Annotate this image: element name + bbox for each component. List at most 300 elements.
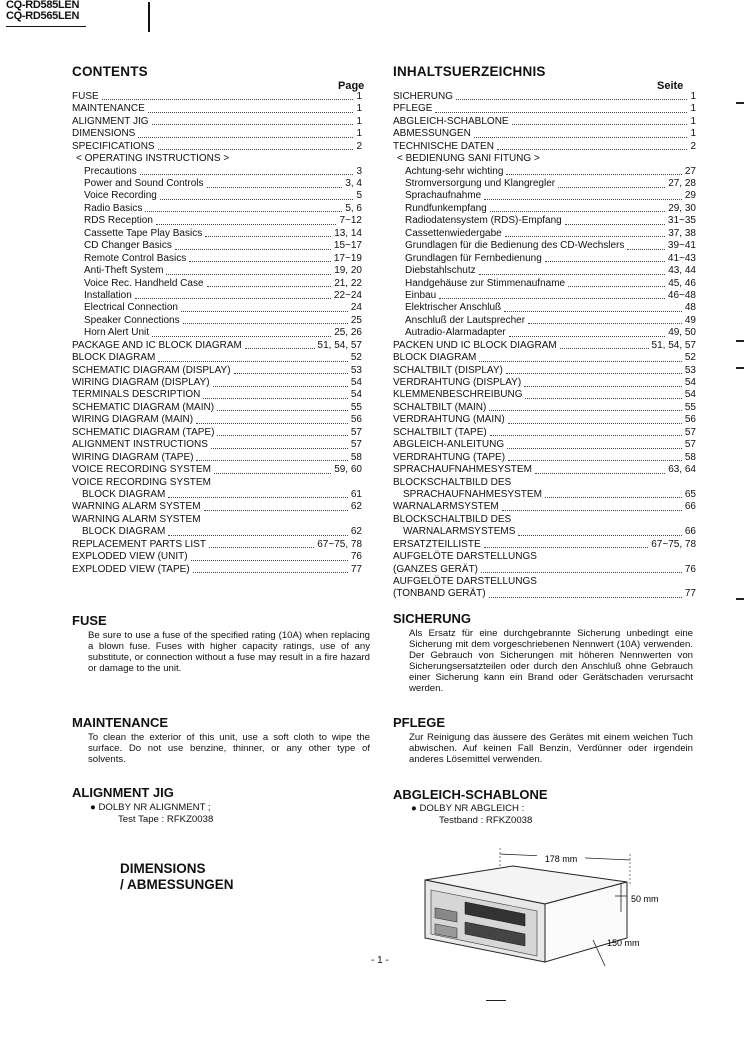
alignment-jig-heading: ALIGNMENT JIG: [72, 785, 174, 800]
toc-leader-dots: [479, 274, 666, 275]
toc-entry: [72, 340, 362, 352]
toc-entry-page: 25: [350, 314, 362, 326]
toc-leader-dots: [439, 298, 665, 299]
toc-entry-title: Electrical Connection: [84, 302, 178, 314]
toc-entry-title: Elektrischer Anschluß: [405, 302, 502, 314]
toc-leader-dots: [497, 149, 688, 150]
toc-entry: [393, 377, 696, 389]
toc-entry-title: REPLACEMENT PARTS LIST: [72, 538, 206, 550]
toc-leader-dots: [152, 336, 331, 337]
toc-entry-page: 13, 14: [334, 227, 362, 239]
toc-entry: [72, 265, 362, 277]
model-line-1: CQ-RD585LEN: [6, 0, 80, 11]
toc-entry: [393, 464, 696, 476]
toc-entry: [393, 215, 696, 227]
toc-leader-dots: [160, 199, 354, 200]
toc-entry: [72, 464, 362, 476]
toc-entry-title: Grundlagen für die Bedienung des CD-Wechslers: [405, 240, 625, 252]
toc-entry: [72, 290, 362, 302]
toc-leader-dots: [217, 410, 348, 411]
toc-entry-title: AUFGELÖTE DARSTELLUNGS: [393, 551, 537, 563]
testband-label: Testband : RFKZ0038: [439, 815, 533, 826]
toc-entry: [393, 278, 696, 290]
toc-entry-title: WARNALARMSYSTEM: [393, 501, 499, 513]
toc-entry-title: Diebstahlschutz: [405, 265, 476, 277]
toc-leader-dots: [102, 99, 354, 100]
toc-entry: [72, 315, 362, 327]
toc-entry: [72, 539, 362, 551]
toc-entry-title: Rundfunkempfang: [405, 202, 487, 214]
toc-entry-page: 76: [350, 551, 362, 563]
toc-entry-title: Grundlagen für Fernbedienung: [405, 252, 542, 264]
toc-entry-page: 55: [684, 401, 696, 413]
toc-entry: [393, 240, 696, 252]
toc-entry-title: SCHEMATIC DIAGRAM (TAPE): [72, 426, 215, 438]
toc-entry: [393, 439, 696, 451]
toc-entry-page: 77: [350, 563, 362, 575]
toc-entry: [393, 477, 696, 489]
toc-leader-dots: [558, 187, 665, 188]
toc-entry-title: Stromversorgung und Klangregler: [405, 178, 556, 190]
toc-leader-dots: [504, 311, 682, 312]
toc-leader-dots: [245, 348, 315, 349]
dimensions-line-2: / ABMESSUNGEN: [120, 877, 234, 892]
toc-entry: [72, 178, 362, 190]
toc-entry: [72, 365, 362, 377]
toc-entry-page: 15~17: [333, 240, 362, 252]
toc-leader-dots: [148, 112, 354, 113]
toc-leader-dots: [183, 323, 348, 324]
contents-list: [72, 91, 362, 576]
toc-entry-page: 43, 44: [668, 265, 696, 277]
toc-entry-title: BLOCKSCHALTBILD DES: [393, 513, 512, 525]
toc-entry: [393, 166, 696, 178]
toc-entry: [393, 153, 696, 165]
toc-entry-title: KLEMMENBESCHREIBUNG: [393, 389, 523, 401]
toc-entry-title: AUFGELÖTE DARSTELLUNGS: [393, 576, 537, 588]
toc-entry-page: 29: [684, 190, 696, 202]
toc-leader-dots: [234, 373, 348, 374]
toc-leader-dots: [203, 398, 348, 399]
toc-entry-page: 3, 4: [345, 178, 362, 190]
toc-entry-page: 54: [350, 389, 362, 401]
toc-entry: [72, 526, 362, 538]
toc-entry-title: WIRING DIAGRAM (MAIN): [72, 414, 194, 426]
toc-entry: [72, 427, 362, 439]
toc-entry-page: 46~48: [667, 289, 696, 301]
toc-entry-page: 25, 26: [334, 327, 362, 339]
toc-leader-dots: [525, 398, 681, 399]
toc-leader-dots: [484, 547, 649, 548]
dimensions-heading: [120, 861, 234, 893]
toc-entry-page: 58: [350, 451, 362, 463]
toc-entry: [72, 564, 362, 576]
toc-entry: [393, 327, 696, 339]
toc-entry: [72, 414, 362, 426]
toc-entry-title: Power and Sound Controls: [84, 178, 204, 190]
toc-entry-page: 29, 30: [668, 202, 696, 214]
toc-entry-title: PACKAGE AND IC BLOCK DIAGRAM: [72, 339, 242, 351]
toc-leader-dots: [474, 137, 688, 138]
toc-entry: [72, 141, 362, 153]
toc-leader-dots: [518, 535, 681, 536]
radio-unit-figure: [405, 840, 675, 980]
sicherung-heading: SICHERUNG: [393, 611, 472, 626]
toc-entry: [72, 240, 362, 252]
contents-title: CONTENTS: [72, 64, 148, 79]
toc-entry-title: MAINTENANCE: [72, 103, 145, 115]
toc-entry-page: 1: [356, 115, 362, 127]
toc-entry-title: EXPLODED VIEW (TAPE): [72, 563, 190, 575]
toc-entry: [393, 228, 696, 240]
inhalt-list: [393, 91, 696, 601]
test-tape-label: Test Tape : RFKZ0038: [118, 814, 214, 825]
toc-entry-title: Cassette Tape Play Basics: [84, 227, 203, 239]
toc-entry-title: DIMENSIONS: [72, 128, 136, 140]
toc-entry-title: SICHERUNG: [393, 90, 454, 102]
toc-entry-title: Anschluß der Lautsprecher: [405, 314, 526, 326]
toc-leader-dots: [196, 423, 348, 424]
toc-entry-page: 54: [684, 389, 696, 401]
toc-leader-dots: [211, 448, 348, 449]
depth-label: 150 mm: [607, 938, 640, 948]
toc-entry: [72, 377, 362, 389]
toc-leader-dots: [435, 112, 687, 113]
toc-entry-page: 67~75, 78: [651, 538, 696, 550]
toc-entry-title: PFLEGE: [393, 103, 433, 115]
toc-entry-title: Cassettenwiedergabe: [405, 227, 502, 239]
toc-entry-title: BLOCK DIAGRAM: [82, 526, 166, 538]
toc-entry: [393, 365, 696, 377]
edge-mark: [736, 340, 744, 342]
toc-leader-dots: [502, 510, 682, 511]
toc-entry-page: 65: [684, 488, 696, 500]
toc-entry-page: 31~35: [667, 215, 696, 227]
toc-entry: [72, 153, 362, 165]
toc-entry-page: 1: [690, 90, 696, 102]
toc-entry-page: 51, 54, 57: [317, 339, 362, 351]
toc-entry: [393, 589, 696, 601]
toc-entry-page: 37, 38: [668, 227, 696, 239]
dolby-alignment-bullet: ● DOLBY NR ALIGNMENT ;: [90, 802, 211, 813]
toc-leader-dots: [138, 137, 353, 138]
toc-entry-page: 22~24: [333, 289, 362, 301]
toc-entry-title: VOICE RECORDING SYSTEM: [72, 476, 211, 488]
toc-entry-title: Radiodatensystem (RDS)-Empfang: [405, 215, 562, 227]
dimensions-line-1: DIMENSIONS: [120, 861, 206, 876]
toc-entry-page: 17~19: [333, 252, 362, 264]
toc-entry-page: 1: [356, 103, 362, 115]
toc-entry: [393, 141, 696, 153]
fuse-heading: FUSE: [72, 613, 107, 628]
edge-mark: [736, 367, 744, 369]
toc-entry: [393, 489, 696, 501]
pflege-text: Zur Reinigung das äussere des Gerätes mit einem weichen Tuch abwischen. Auf keinen Fall Benzin, Verdünner oder irgendein anderes Lösemittel verwenden.: [409, 732, 693, 765]
toc-entry-title: VERDRAHTUNG (MAIN): [393, 414, 505, 426]
toc-leader-dots: [524, 386, 682, 387]
toc-entry-title: VOICE RECORDING SYSTEM: [72, 464, 211, 476]
toc-entry-title: Handgehäuse zur Stimmenaufname: [405, 277, 566, 289]
toc-entry-page: 3: [356, 165, 362, 177]
inhalt-title: INHALTSUERZEICHNIS: [393, 64, 546, 79]
toc-entry-title: Achtung-sehr wichting: [405, 165, 504, 177]
toc-entry-page: 1: [690, 128, 696, 140]
toc-entry: [72, 215, 362, 227]
toc-entry: [393, 452, 696, 464]
toc-entry: [393, 253, 696, 265]
toc-entry: [393, 427, 696, 439]
toc-entry-title: WIRING DIAGRAM (DISPLAY): [72, 377, 210, 389]
toc-leader-dots: [489, 597, 682, 598]
toc-leader-dots: [481, 572, 682, 573]
toc-entry-title: Remote Control Basics: [84, 252, 187, 264]
toc-entry-page: 61: [350, 488, 362, 500]
toc-entry-page: 63, 64: [668, 464, 696, 476]
toc-entry: [393, 526, 696, 538]
toc-entry-title: < OPERATING INSTRUCTIONS >: [76, 153, 230, 165]
toc-entry-page: 5, 6: [345, 202, 362, 214]
toc-entry-title: BLOCK DIAGRAM: [393, 352, 477, 364]
toc-entry-page: 21, 22: [334, 277, 362, 289]
toc-entry: [72, 452, 362, 464]
toc-entry-page: 7~12: [339, 215, 362, 227]
toc-leader-dots: [489, 410, 682, 411]
toc-leader-dots: [217, 435, 347, 436]
toc-entry-page: 52: [350, 352, 362, 364]
toc-leader-dots: [204, 510, 348, 511]
toc-entry-page: 77: [684, 588, 696, 600]
toc-entry-page: 62: [350, 501, 362, 513]
toc-leader-dots: [181, 311, 348, 312]
toc-entry-page: 49, 50: [668, 327, 696, 339]
maintenance-heading: MAINTENANCE: [72, 715, 169, 730]
page-number: - 1 -: [371, 955, 389, 966]
page-label: Page: [338, 80, 365, 92]
toc-entry-title: Anti-Theft System: [84, 265, 164, 277]
toc-entry-title: (GANZES GERÄT): [393, 563, 479, 575]
toc-leader-dots: [560, 348, 649, 349]
toc-entry: [72, 390, 362, 402]
bottom-mark: [486, 1000, 506, 1001]
toc-entry-title: SPRACHAUFNAHMESYSTEM: [403, 488, 542, 500]
toc-entry: [393, 128, 696, 140]
toc-entry-page: 52: [684, 352, 696, 364]
toc-leader-dots: [565, 224, 665, 225]
toc-leader-dots: [205, 236, 331, 237]
toc-entry: [72, 191, 362, 203]
toc-entry-title: WIRING DIAGRAM (TAPE): [72, 451, 194, 463]
toc-entry-title: Autradio-Alarmadapter: [405, 327, 506, 339]
toc-entry: [393, 178, 696, 190]
toc-entry: [72, 439, 362, 451]
toc-entry-title: SCHALTBILT (TAPE): [393, 426, 487, 438]
toc-entry-title: ALIGNMENT JIG: [72, 115, 149, 127]
toc-entry: [72, 253, 362, 265]
toc-leader-dots: [140, 174, 354, 175]
toc-entry-title: Speaker Connections: [84, 314, 180, 326]
toc-leader-dots: [145, 211, 342, 212]
toc-leader-dots: [168, 497, 348, 498]
toc-leader-dots: [135, 298, 331, 299]
toc-entry: [72, 103, 362, 115]
toc-entry: [393, 340, 696, 352]
header-underline: [6, 26, 86, 27]
toc-entry-title: RDS Reception: [84, 215, 153, 227]
model-header: [6, 0, 79, 22]
toc-entry-page: 53: [684, 364, 696, 376]
toc-leader-dots: [152, 124, 354, 125]
toc-entry-page: 59, 60: [334, 464, 362, 476]
toc-entry: [72, 477, 362, 489]
toc-entry-title: ALIGNMENT INSTRUCTIONS: [72, 439, 208, 451]
model-line-2: CQ-RD565LEN: [6, 10, 80, 22]
toc-entry-page: 39~41: [667, 240, 696, 252]
toc-leader-dots: [456, 99, 687, 100]
toc-leader-dots: [535, 473, 665, 474]
toc-leader-dots: [545, 261, 665, 262]
toc-entry: [393, 91, 696, 103]
fuse-text: Be sure to use a fuse of the specified rating (10A) when replacing a blown fuse. Fuses with higher capacity ratings, use of any substitute, or connection without a fuse may result in a fire hazard or damage to the unit.: [88, 630, 370, 674]
toc-entry-title: EXPLODED VIEW (UNIT): [72, 551, 188, 563]
width-label: 178 mm: [544, 854, 578, 864]
toc-entry-title: Voice Rec. Handheld Case: [84, 277, 204, 289]
toc-leader-dots: [505, 236, 665, 237]
toc-entry-title: CD Changer Basics: [84, 240, 172, 252]
toc-entry: [72, 327, 362, 339]
toc-entry-page: 2: [690, 140, 696, 152]
toc-entry: [393, 352, 696, 364]
toc-entry-title: FUSE: [72, 90, 99, 102]
toc-leader-dots: [479, 361, 682, 362]
toc-entry-page: 51, 54, 57: [651, 339, 696, 351]
toc-leader-dots: [214, 473, 331, 474]
toc-entry-title: ABGLEICH-SCHABLONE: [393, 115, 509, 127]
toc-entry-page: 1: [690, 103, 696, 115]
toc-entry-title: SCHEMATIC DIAGRAM (DISPLAY): [72, 364, 231, 376]
toc-leader-dots: [207, 187, 343, 188]
toc-entry-page: 2: [356, 140, 362, 152]
toc-leader-dots: [508, 460, 682, 461]
toc-leader-dots: [166, 274, 331, 275]
toc-entry-page: 19, 20: [334, 265, 362, 277]
toc-leader-dots: [191, 560, 348, 561]
toc-entry-title: VERDRAHTUNG (TAPE): [393, 451, 506, 463]
toc-entry-title: Precautions: [84, 165, 137, 177]
toc-entry: [393, 390, 696, 402]
toc-leader-dots: [158, 149, 354, 150]
toc-entry-page: 57: [350, 439, 362, 451]
toc-entry-title: Horn Alert Unit: [84, 327, 150, 339]
toc-entry-page: 1: [356, 128, 362, 140]
toc-leader-dots: [490, 435, 682, 436]
toc-entry: [393, 116, 696, 128]
toc-entry-title: Radio Basics: [84, 202, 143, 214]
toc-entry-page: 67~75, 78: [317, 538, 362, 550]
toc-entry: [393, 501, 696, 513]
toc-entry: [72, 402, 362, 414]
toc-entry-page: 5: [356, 190, 362, 202]
toc-entry: [72, 278, 362, 290]
toc-leader-dots: [508, 423, 682, 424]
toc-leader-dots: [213, 386, 348, 387]
toc-leader-dots: [490, 211, 665, 212]
toc-entry-page: 57: [684, 439, 696, 451]
toc-leader-dots: [627, 249, 665, 250]
toc-entry-title: ABGLEICH-ANLEITUNG: [393, 439, 505, 451]
toc-leader-dots: [193, 572, 348, 573]
toc-entry: [393, 564, 696, 576]
toc-entry-page: 62: [350, 526, 362, 538]
toc-entry-title: BLOCK DIAGRAM: [72, 352, 156, 364]
toc-leader-dots: [158, 361, 348, 362]
toc-entry-title: ERSATZTEILLISTE: [393, 538, 481, 550]
toc-entry: [72, 302, 362, 314]
toc-entry: [393, 290, 696, 302]
toc-entry-page: 41~43: [667, 252, 696, 264]
toc-entry: [72, 489, 362, 501]
toc-entry-title: SPRACHAUFNAHMESYSTEM: [393, 464, 532, 476]
toc-entry-page: 58: [684, 451, 696, 463]
toc-entry-title: SCHALTBILT (MAIN): [393, 401, 487, 413]
toc-entry-title: PACKEN UND IC BLOCK DIAGRAM: [393, 339, 557, 351]
toc-entry-page: 57: [684, 426, 696, 438]
toc-entry-title: TERMINALS DESCRIPTION: [72, 389, 201, 401]
toc-entry-page: 24: [350, 302, 362, 314]
toc-entry-page: 66: [684, 526, 696, 538]
toc-entry-title: WARNING ALARM SYSTEM: [72, 501, 201, 513]
toc-leader-dots: [528, 323, 682, 324]
toc-leader-dots: [189, 261, 331, 262]
toc-entry: [72, 551, 362, 563]
toc-entry-page: 1: [356, 90, 362, 102]
toc-entry: [393, 315, 696, 327]
toc-entry-page: 27, 28: [668, 178, 696, 190]
toc-entry: [72, 352, 362, 364]
toc-leader-dots: [507, 448, 682, 449]
toc-entry-page: 56: [684, 414, 696, 426]
toc-entry-title: BLOCKSCHALTBILD DES: [393, 476, 512, 488]
toc-entry-page: 27: [684, 165, 696, 177]
toc-leader-dots: [506, 373, 682, 374]
toc-entry-page: 53: [350, 364, 362, 376]
toc-entry-page: 57: [350, 426, 362, 438]
toc-entry-title: VERDRAHTUNG (DISPLAY): [393, 377, 522, 389]
height-label: 50 mm: [631, 894, 659, 904]
seite-label: Seite: [657, 80, 684, 92]
toc-entry: [393, 402, 696, 414]
toc-entry-page: 54: [350, 377, 362, 389]
toc-entry: [393, 203, 696, 215]
toc-entry-page: 66: [684, 501, 696, 513]
toc-leader-dots: [545, 497, 682, 498]
toc-entry: [393, 103, 696, 115]
toc-entry-page: 54: [684, 377, 696, 389]
toc-leader-dots: [209, 547, 314, 548]
sicherung-text: Als Ersatz für eine durchgebrannte Sicherung unbedingt eine Sicherung mit dem vorgeschriebenen Nennwert (10A) verwenden. Der Gebrauch von Sicherungen mit höheren Nennwerten von Sicherungsersatzteilen oder durch den Anschluß ohne Gebrauch einer Sicherung kann ein Brand oder Gerätschaden verursacht werden.: [409, 628, 693, 694]
toc-entry-title: ABMESSUNGEN: [393, 128, 471, 140]
toc-entry-title: SCHEMATIC DIAGRAM (MAIN): [72, 401, 215, 413]
toc-entry: [72, 116, 362, 128]
toc-entry-title: TECHNISCHE DATEN: [393, 140, 494, 152]
toc-entry: [72, 228, 362, 240]
toc-leader-dots: [512, 124, 688, 125]
toc-entry-page: 45, 46: [668, 277, 696, 289]
toc-entry-title: (TONBAND GERÄT): [393, 588, 486, 600]
header-rule: [148, 2, 150, 32]
toc-entry: [72, 203, 362, 215]
toc-leader-dots: [509, 336, 666, 337]
toc-entry: [393, 302, 696, 314]
